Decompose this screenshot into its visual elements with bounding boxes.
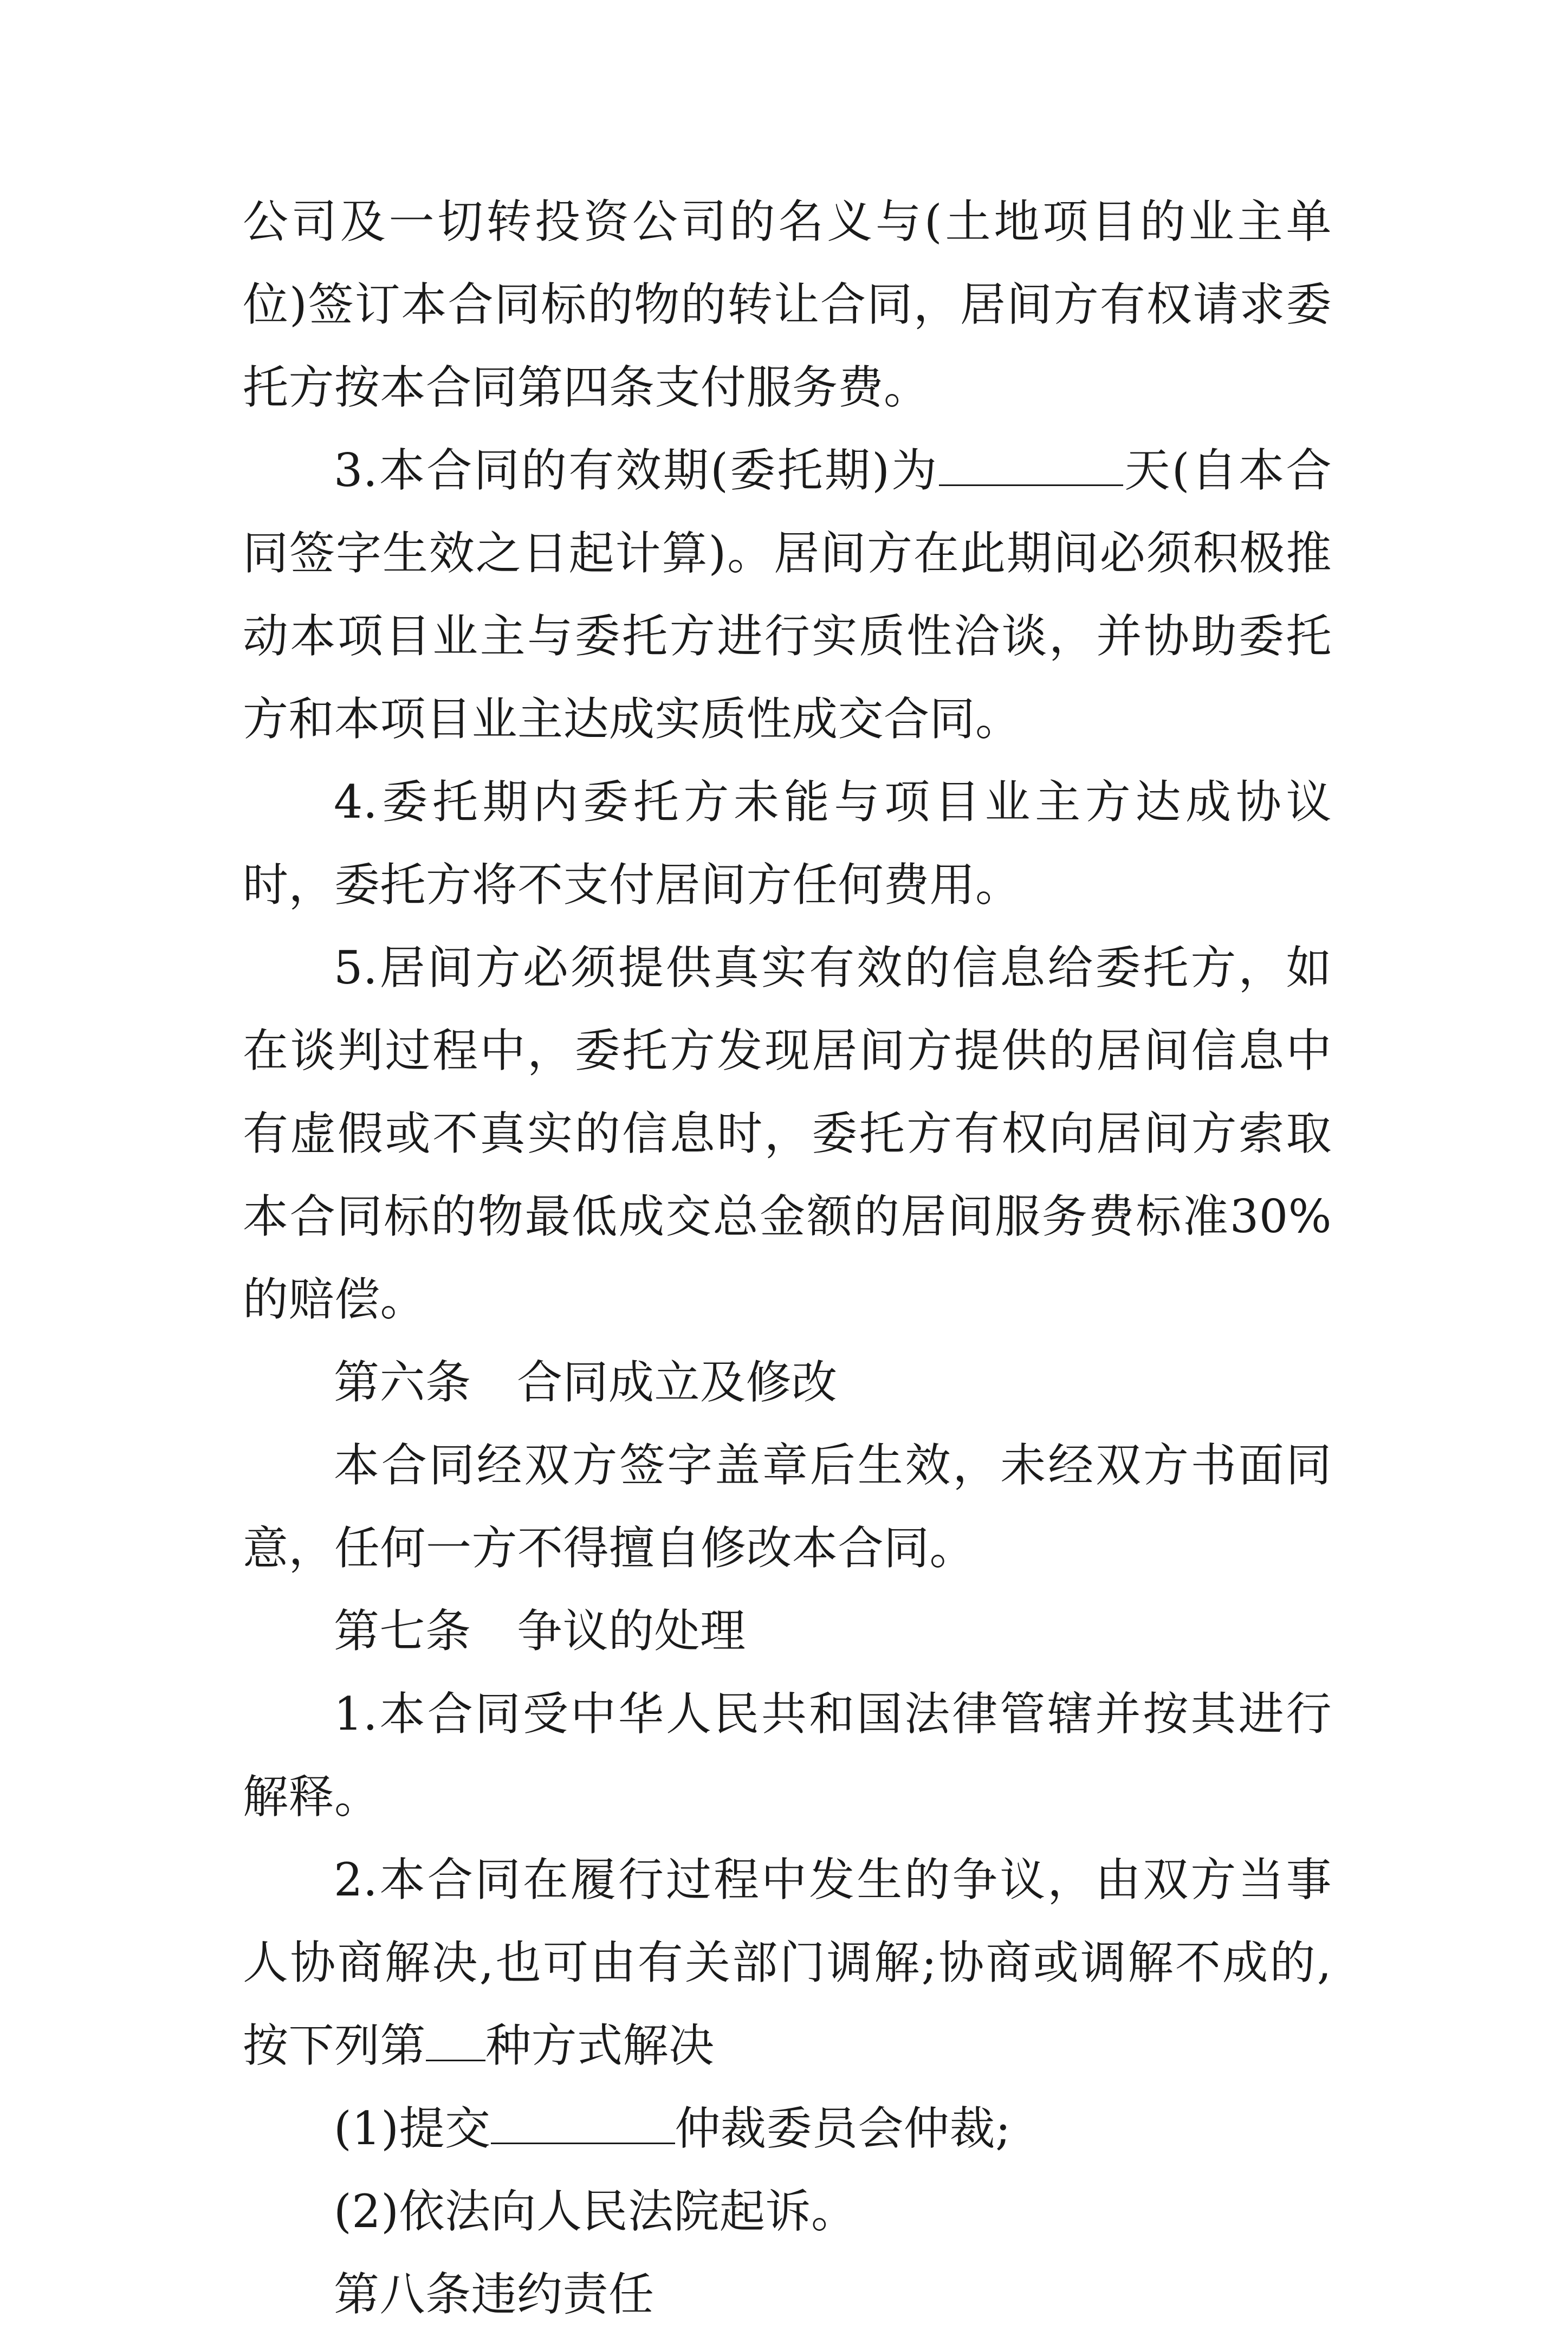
option-1-arbitration [243,2087,1332,2170]
article-6-body [243,1424,1332,1590]
option-text: 仲裁委员会仲裁; [675,2102,1011,2155]
document-body [243,180,1332,2336]
clause-7-1-governing-law [243,1673,1332,1839]
clause-5-true-information [243,927,1332,1341]
clause-4-no-fee [243,761,1332,927]
clause-text: 3.本合同的有效期(委托期)为 [334,444,939,497]
article-6-heading: 第六条 合同成立及修改 [334,1356,838,1409]
paragraph-text: 公司及一切转投资公司的名义与(土地项目的业主单位)签订本合同标的物的转让合同，居间方有权请求委托方按本合同第四条支付服务费。 [243,195,1332,414]
blank-option-number-field [426,2022,485,2061]
blank-arbitration-committee-field [491,2105,675,2144]
clause-text: 5.居间方必须提供真实有效的信息给委托方，如在谈判过程中，委托方发现居间方提供的居间信息中有虚假或不真实的信息时，委托方有权向居间方索取本合同标的物最低成交总金额的居间服务费标准30%的赔偿。 [243,941,1332,1326]
clause-text: 天(自本合同签字生效之日起计算)。居间方在此期间必须积极推动本项目业主与委托方进行实质性洽谈，并协助委托方和本项目业主达成实质性成交合同。 [243,444,1332,746]
clause-text: 1.本合同受中华人民共和国法律管辖并按其进行解释。 [243,1687,1332,1823]
clause-text: 4.委托期内委托方未能与项目业主方达成协议时，委托方将不支付居间方任何费用。 [243,775,1332,911]
article-8-heading: 第八条违约责任 [334,2268,655,2321]
clause-text: 2.本合同在履行过程中发生的争议，由双方当事人协商解决,也可由有关部门调解;协商或调解不成的,按下列第 [243,1853,1332,2072]
option-text: (1)提交 [334,2102,491,2155]
clause-3-validity-period [243,429,1332,761]
blank-days-field [939,447,1123,486]
paragraph-continuation [243,180,1332,429]
clause-7-2-dispute-resolution [243,1839,1332,2087]
option-text: (2)依法向人民法院起诉。 [334,2185,857,2238]
option-2-litigation [243,2170,1332,2253]
clause-text: 本合同经双方签字盖章后生效，未经双方书面同意，任何一方不得擅自修改本合同。 [243,1439,1332,1575]
article-7-heading: 第七条 争议的处理 [334,1604,746,1658]
clause-text: 种方式解决 [485,2019,715,2072]
